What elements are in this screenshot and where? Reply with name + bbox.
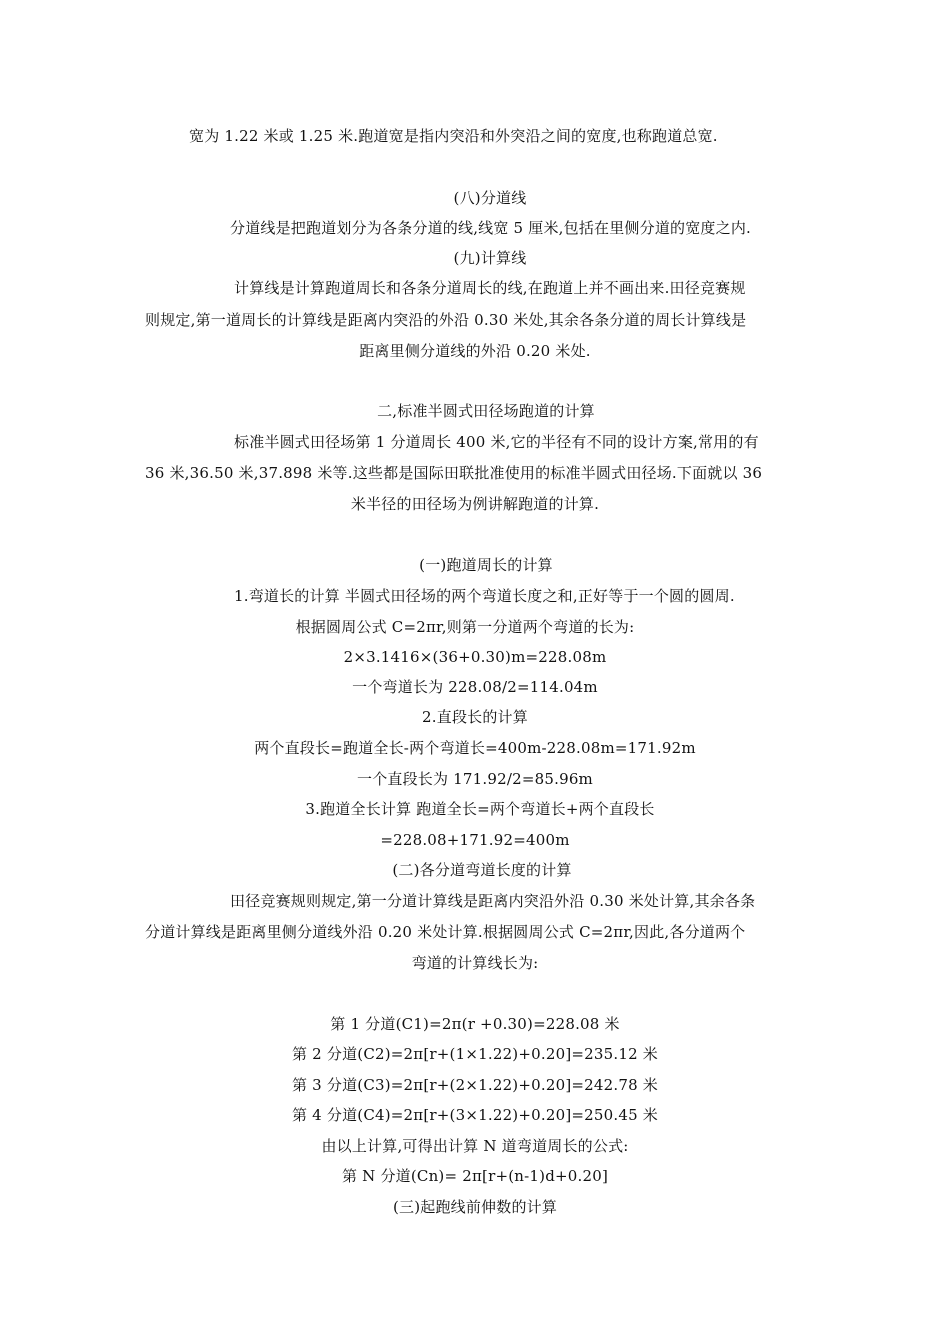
formula-line: 第 N 分道(Cn)= 2π[r+(n-1)d+0.20] [341, 1167, 609, 1185]
section-heading: 二,标准半圆式田径场跑道的计算 [377, 402, 595, 420]
formula-line: 第 2 分道(C2)=2π[r+(1×1.22)+0.20]=235.12 米 [291, 1045, 659, 1063]
text-line: 弯道的计算线长为: [411, 954, 539, 972]
text-line: 2.直段长的计算 [422, 708, 528, 726]
text-line: 田径竞赛规则规定,第一分道计算线是距离内突沿外沿 0.30 米处计算,其余各条 [230, 892, 756, 910]
section-heading: (一)跑道周长的计算 [419, 556, 553, 574]
text-line: 则规定,第一道周长的计算线是距离内突沿的外沿 0.30 米处,其余各条分道的周长计算线是 [145, 311, 747, 329]
text-line: 宽为 1.22 米或 1.25 米.跑道宽是指内突沿和外突沿之间的宽度,也称跑道总宽. [189, 127, 718, 145]
formula-line: 一个直段长为 171.92/2=85.96m [357, 770, 593, 788]
section-heading: (二)各分道弯道长度的计算 [392, 861, 572, 879]
text-line: 由以上计算,可得出计算 N 道弯道周长的公式: [321, 1137, 629, 1155]
section-heading: (九)计算线 [453, 249, 527, 267]
text-line: 根据圆周公式 C=2πr,则第一分道两个弯道的长为: [295, 618, 635, 636]
text-line: 距离里侧分道线的外沿 0.20 米处. [359, 342, 591, 360]
formula-line: 第 3 分道(C3)=2π[r+(2×1.22)+0.20]=242.78 米 [291, 1076, 659, 1094]
section-heading: (八)分道线 [453, 189, 527, 207]
text-line: 计算线是计算跑道周长和各条分道周长的线,在跑道上并不画出来.田径竞赛规 [234, 279, 746, 297]
formula-line: 2×3.1416×(36+0.30)m=228.08m [343, 648, 607, 666]
formula-line: 第 4 分道(C4)=2π[r+(3×1.22)+0.20]=250.45 米 [291, 1106, 659, 1124]
text-line: 3.跑道全长计算 跑道全长=两个弯道长+两个直段长 [305, 800, 655, 818]
formula-line: 两个直段长=跑道全长-两个弯道长=400m-228.08m=171.92m [254, 739, 696, 757]
text-line: 米半径的田径场为例讲解跑道的计算. [350, 495, 600, 513]
formula-line: 一个弯道长为 228.08/2=114.04m [352, 678, 598, 696]
text-line: 1.弯道长的计算 半圆式田径场的两个弯道长度之和,正好等于一个圆的圆周. [234, 587, 735, 605]
text-line: 36 米,36.50 米,37.898 米等.这些都是国际田联批准使用的标准半圆式田径场.下面就以 36 [145, 464, 763, 482]
formula-line: 第 1 分道(C1)=2π(r +0.30)=228.08 米 [330, 1015, 620, 1033]
text-line: 分道线是把跑道划分为各条分道的线,线宽 5 厘米,包括在里侧分道的宽度之内. [230, 219, 751, 237]
formula-line: =228.08+171.92=400m [380, 831, 570, 849]
text-line: 标准半圆式田径场第 1 分道周长 400 米,它的半径有不同的设计方案,常用的有 [234, 433, 759, 451]
text-line: 分道计算线是距离里侧分道线外沿 0.20 米处计算.根据圆周公式 C=2πr,因此,各分道两个 [145, 923, 746, 941]
section-heading: (三)起跑线前伸数的计算 [392, 1198, 558, 1216]
